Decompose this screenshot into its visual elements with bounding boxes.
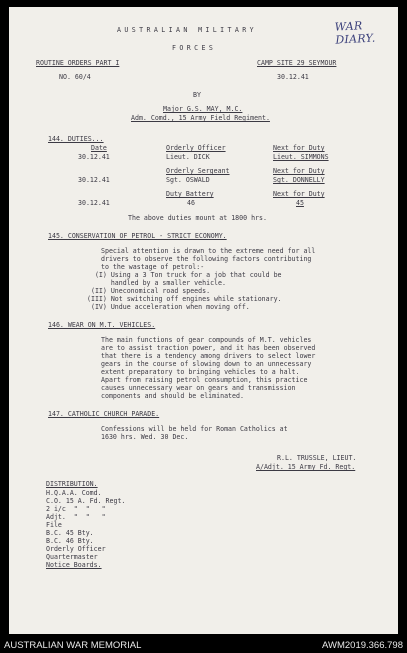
body-line: drivers to observe the following factors contributing bbox=[101, 255, 312, 263]
duty-next-label: Next for Duty bbox=[273, 144, 325, 152]
duties-date-header: Date bbox=[91, 144, 107, 152]
body-line: gears in the course of slowing down to an unnecessary bbox=[101, 360, 312, 368]
duty-role: Orderly Sergeant bbox=[166, 167, 230, 175]
section-heading-duties: 144. DUTIES... bbox=[48, 135, 104, 143]
body-line: Confessions will be held for Roman Catholics at bbox=[101, 425, 288, 433]
body-line: are to assist traction power, and it has been observed bbox=[101, 344, 316, 352]
distribution-item: B.C. 46 Bty. bbox=[46, 537, 94, 545]
distribution-item: File bbox=[46, 521, 62, 529]
body-line: (II) Uneconomical road speeds. bbox=[87, 287, 211, 295]
body-line: Special attention is drawn to the extreme need for all bbox=[101, 247, 316, 255]
distribution-item: Orderly Officer bbox=[46, 545, 106, 553]
distribution-item: Adjt. " " " bbox=[46, 513, 106, 521]
signature-name: R.L. TRUSSLE, LIEUT. bbox=[277, 454, 357, 462]
duty-next: 45 bbox=[296, 199, 304, 207]
header-line-1: AUSTRALIAN MILITARY bbox=[117, 26, 258, 34]
section-heading-wear: 146. WEAR ON M.T. VEHICLES. bbox=[48, 321, 156, 329]
duty-current: 46 bbox=[187, 199, 195, 207]
distribution-item: C.O. 15 A. Fd. Regt. bbox=[46, 497, 126, 505]
duty-date: 30.12.41 bbox=[78, 153, 110, 161]
duty-date: 30.12.41 bbox=[78, 176, 110, 184]
body-line: 1630 hrs. Wed. 30 Dec. bbox=[101, 433, 189, 441]
duty-current: Sgt. OSWALD bbox=[166, 176, 210, 184]
distribution-item: Quartermaster bbox=[46, 553, 98, 561]
handwritten-annotation: WAR DIARY. bbox=[334, 19, 376, 47]
distribution-heading: DISTRIBUTION. bbox=[46, 480, 98, 488]
order-date: 30.12.41 bbox=[277, 73, 309, 81]
officer-appointment: Adm. Comd., 15 Army Field Regiment. bbox=[131, 114, 270, 122]
body-line: that there is a tendency among drivers to select lower bbox=[101, 352, 316, 360]
issuing-officer: Major G.S. MAY, M.C. bbox=[163, 105, 243, 113]
body-line: causes unnecessary wear on gears and transmission bbox=[101, 384, 296, 392]
duties-mount-note: The above duties mount at 1800 hrs. bbox=[128, 214, 267, 222]
duty-next: Lieut. SIMMONS bbox=[273, 153, 329, 161]
order-number: NO. 60/4 bbox=[59, 73, 91, 81]
body-line: handled by a smaller vehicle. bbox=[87, 279, 226, 287]
footer-accession-number: AWM2019.366.798 bbox=[322, 640, 403, 651]
header-line-2: FORCES bbox=[172, 44, 217, 52]
signature-title: A/Adjt. 15 Army Fd. Regt. bbox=[256, 463, 356, 471]
duty-role: Duty Battery bbox=[166, 190, 214, 198]
camp-site: CAMP SITE 29 SEYMOUR bbox=[257, 59, 337, 67]
orders-title: ROUTINE ORDERS PART I bbox=[36, 59, 120, 67]
footer-institution: AUSTRALIAN WAR MEMORIAL bbox=[4, 640, 142, 651]
duty-next-label: Next for Duty bbox=[273, 167, 325, 175]
body-line: (I) Using a 3 Ton truck for a job that could be bbox=[87, 271, 282, 279]
section-heading-church: 147. CATHOLIC CHURCH PARADE. bbox=[48, 410, 160, 418]
distribution-item: H.Q.A.A. Comd. bbox=[46, 489, 102, 497]
by-label: BY bbox=[193, 91, 201, 99]
distribution-item: Notice Boards. bbox=[46, 561, 102, 569]
document-page bbox=[9, 7, 398, 634]
duty-current: Lieut. DICK bbox=[166, 153, 210, 161]
body-line: Apart from raising petrol consumption, this practice bbox=[101, 376, 308, 384]
body-line: extent preparatory to bringing vehicles to a halt. bbox=[101, 368, 300, 376]
duty-next: Sgt. DONNELLY bbox=[273, 176, 325, 184]
archive-footer bbox=[0, 636, 407, 653]
duty-next-label: Next for Duty bbox=[273, 190, 325, 198]
body-line: components and should be eliminated. bbox=[101, 392, 244, 400]
body-line: (III) Not switching off engines while stationary. bbox=[87, 295, 282, 303]
body-line: to the wastage of petrol:- bbox=[101, 263, 205, 271]
duty-role: Orderly Officer bbox=[166, 144, 226, 152]
distribution-item: B.C. 45 Bty. bbox=[46, 529, 94, 537]
body-line: The main functions of gear compounds of M.T. vehicles bbox=[101, 336, 312, 344]
distribution-item: 2 i/c " " " bbox=[46, 505, 106, 513]
section-heading-petrol: 145. CONSERVATION OF PETROL - STRICT ECONOMY. bbox=[48, 232, 227, 240]
duty-date: 30.12.41 bbox=[78, 199, 110, 207]
body-line: (IV) Undue acceleration when moving off. bbox=[87, 303, 250, 311]
